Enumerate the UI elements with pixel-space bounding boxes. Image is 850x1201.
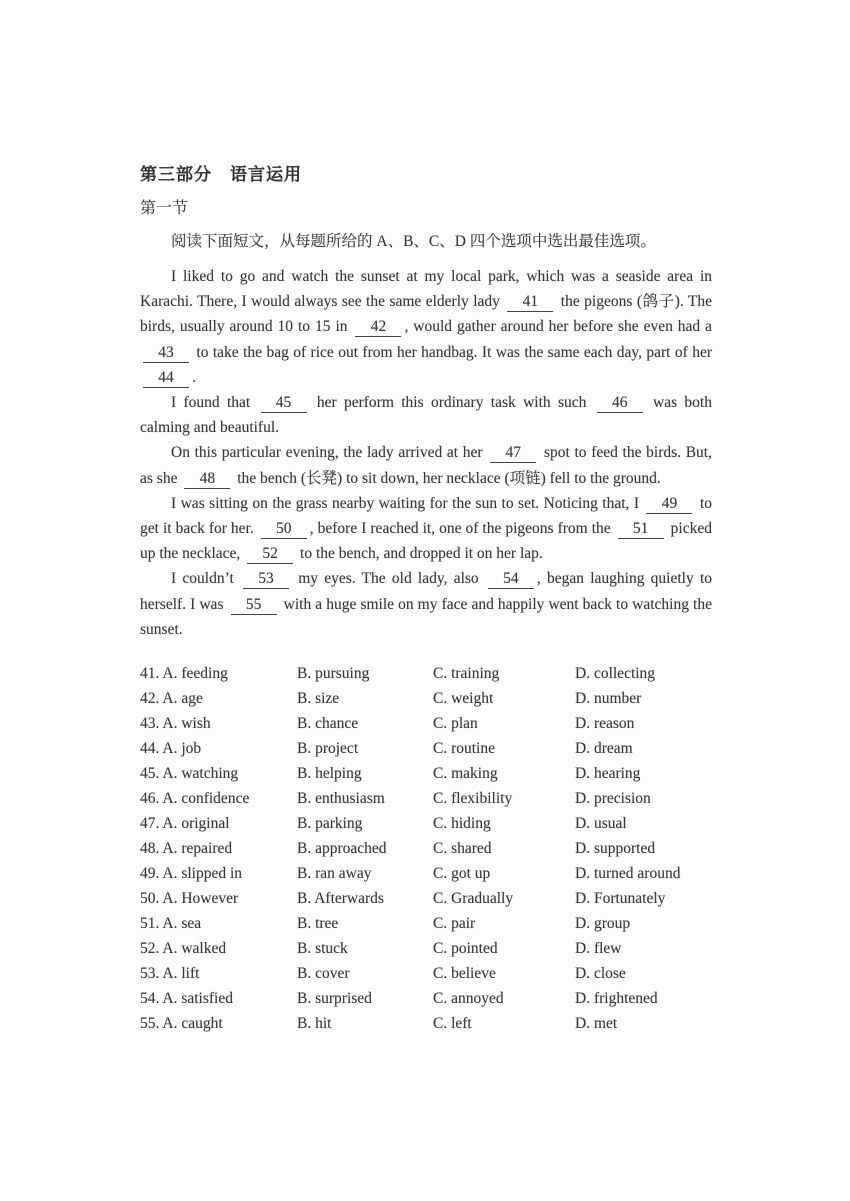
page-content xyxy=(140,160,712,1036)
question-43-option-d: D. reason xyxy=(575,714,635,732)
cloze-blank-48: 48 xyxy=(184,469,230,489)
cloze-blank-53: 53 xyxy=(243,569,289,589)
question-53-option-d: D. close xyxy=(575,964,626,982)
question-51-option-b: B. tree xyxy=(297,914,339,932)
cloze-blank-45: 45 xyxy=(261,393,307,413)
question-46-option-b: B. enthusiasm xyxy=(297,789,385,807)
question-45-option-b: B. helping xyxy=(297,764,362,782)
question-44-option-b: B. project xyxy=(297,739,359,757)
cloze-blank-54: 54 xyxy=(488,569,534,589)
option-row-54 xyxy=(140,986,725,1011)
cloze-blank-44: 44 xyxy=(143,368,189,388)
option-row-43 xyxy=(140,711,725,736)
option-row-50 xyxy=(140,886,725,911)
question-41-option-d: D. collecting xyxy=(575,664,656,682)
question-46-option-d: D. precision xyxy=(575,789,651,807)
question-49-option-a: 49. A. slipped in xyxy=(140,864,243,882)
question-42-option-a: 42. A. age xyxy=(140,689,203,707)
question-48-option-b: B. approached xyxy=(297,839,387,857)
cloze-blank-41: 41 xyxy=(507,292,553,312)
question-52-option-a: 52. A. walked xyxy=(140,939,227,957)
option-row-48 xyxy=(140,836,725,861)
option-row-52 xyxy=(140,936,725,961)
question-47-option-a: 47. A. original xyxy=(140,814,230,832)
question-52-option-c: C. pointed xyxy=(433,939,498,957)
question-53-option-c: C. believe xyxy=(433,964,496,982)
cloze-blank-49: 49 xyxy=(646,494,692,514)
question-45-option-c: C. making xyxy=(433,764,498,782)
question-52-option-b: B. stuck xyxy=(297,939,348,957)
option-row-49 xyxy=(140,861,725,886)
question-49-option-d: D. turned around xyxy=(575,864,681,882)
question-54-option-b: B. surprised xyxy=(297,989,372,1007)
cloze-blank-43: 43 xyxy=(143,343,189,363)
question-44-option-c: C. routine xyxy=(433,739,495,757)
question-41-option-c: C. training xyxy=(433,664,500,682)
passage-paragraph: I was sitting on the grass nearby waiting for the sun to set. Noticing that, I 49 to get it back for her. 50 , before I reached it, one of the pigeons from the 51 picked up the necklace, 52 to the bench, and dropped it on her lap. xyxy=(140,494,712,563)
option-row-55 xyxy=(140,1011,725,1036)
question-54-option-c: C. annoyed xyxy=(433,989,504,1007)
question-42-option-d: D. number xyxy=(575,689,642,707)
question-41-option-b: B. pursuing xyxy=(297,664,370,682)
option-row-45 xyxy=(140,761,725,786)
question-47-option-d: D. usual xyxy=(575,814,627,832)
passage-paragraph: On this particular evening, the lady arrived at her 47 spot to feed the birds. But, as she 48 the bench (长凳) to sit down, her necklace (项链) fell to the ground. xyxy=(140,444,712,487)
cloze-blank-52: 52 xyxy=(247,544,293,564)
option-row-51 xyxy=(140,911,725,936)
question-42-option-b: B. size xyxy=(297,689,340,707)
question-46-option-a: 46. A. confidence xyxy=(140,789,250,807)
passage-paragraph: I liked to go and watch the sunset at my local park, which was a seaside area in Karachi. There, I would always see the same elderly lady 41 the pigeons (鸽子). The birds, usually around 10 to 15 in 42 , would gather around her before she even had a 43 to take the bag of rice out from her handbag. It was the same each day, part of her 44 . xyxy=(140,268,712,386)
question-47-option-c: C. hiding xyxy=(433,814,491,832)
question-50-option-d: D. Fortunately xyxy=(575,889,666,907)
cloze-blank-51: 51 xyxy=(618,519,664,539)
question-45-option-d: D. hearing xyxy=(575,764,641,782)
option-row-44 xyxy=(140,736,725,761)
question-48-option-d: D. supported xyxy=(575,839,656,857)
question-52-option-d: D. flew xyxy=(575,939,622,957)
passage xyxy=(140,264,712,642)
options-table xyxy=(140,661,725,1036)
question-49-option-b: B. ran away xyxy=(297,864,372,882)
option-row-41 xyxy=(140,661,725,686)
question-53-option-a: 53. A. lift xyxy=(140,964,200,982)
option-row-42 xyxy=(140,686,725,711)
question-46-option-c: C. flexibility xyxy=(433,789,513,807)
option-row-53 xyxy=(140,961,725,986)
question-47-option-b: B. parking xyxy=(297,814,363,832)
cloze-blank-47: 47 xyxy=(490,443,536,463)
cloze-blank-55: 55 xyxy=(231,595,277,615)
question-51-option-d: D. group xyxy=(575,914,631,932)
options-table-body xyxy=(140,661,725,1036)
question-43-option-a: 43. A. wish xyxy=(140,714,211,732)
question-50-option-c: C. Gradually xyxy=(433,889,514,907)
passage-paragraph: I found that 45 her perform this ordinary task with such 46 was both calming and beautiful. xyxy=(140,394,712,437)
question-55-option-d: D. met xyxy=(575,1014,618,1032)
question-44-option-a: 44. A. job xyxy=(140,739,202,757)
question-44-option-d: D. dream xyxy=(575,739,633,757)
question-42-option-c: C. weight xyxy=(433,689,494,707)
question-50-option-a: 50. A. However xyxy=(140,889,239,907)
question-41-option-a: 41. A. feeding xyxy=(140,664,228,682)
part-title: 第三部分 语言运用 xyxy=(140,165,302,184)
question-55-option-a: 55. A. caught xyxy=(140,1014,223,1032)
question-54-option-d: D. frightened xyxy=(575,989,658,1007)
instructions: 阅读下面短文，从每题所给的 A、B、C、D 四个选项中选出最佳选项。 xyxy=(171,233,656,250)
question-50-option-b: B. Afterwards xyxy=(297,889,384,907)
question-45-option-a: 45. A. watching xyxy=(140,764,239,782)
question-43-option-c: C. plan xyxy=(433,714,478,732)
option-row-46 xyxy=(140,786,725,811)
question-53-option-b: B. cover xyxy=(297,964,350,982)
question-48-option-a: 48. A. repaired xyxy=(140,839,233,857)
question-43-option-b: B. chance xyxy=(297,714,359,732)
question-55-option-c: C. left xyxy=(433,1014,472,1032)
option-row-47 xyxy=(140,811,725,836)
cloze-blank-46: 46 xyxy=(597,393,643,413)
question-55-option-b: B. hit xyxy=(297,1014,332,1032)
question-51-option-c: C. pair xyxy=(433,914,476,932)
question-54-option-a: 54. A. satisfied xyxy=(140,989,233,1007)
passage-paragraph: I couldn’t 53 my eyes. The old lady, also 54 , began laughing quietly to herself. I was 55 with a huge smile on my face and happily went back to watching the sunset. xyxy=(140,570,712,638)
cloze-blank-42: 42 xyxy=(355,317,401,337)
question-49-option-c: C. got up xyxy=(433,864,491,882)
question-48-option-c: C. shared xyxy=(433,839,492,857)
question-51-option-a: 51. A. sea xyxy=(140,914,202,932)
section-title: 第一节 xyxy=(140,200,189,217)
cloze-blank-50: 50 xyxy=(261,519,307,539)
